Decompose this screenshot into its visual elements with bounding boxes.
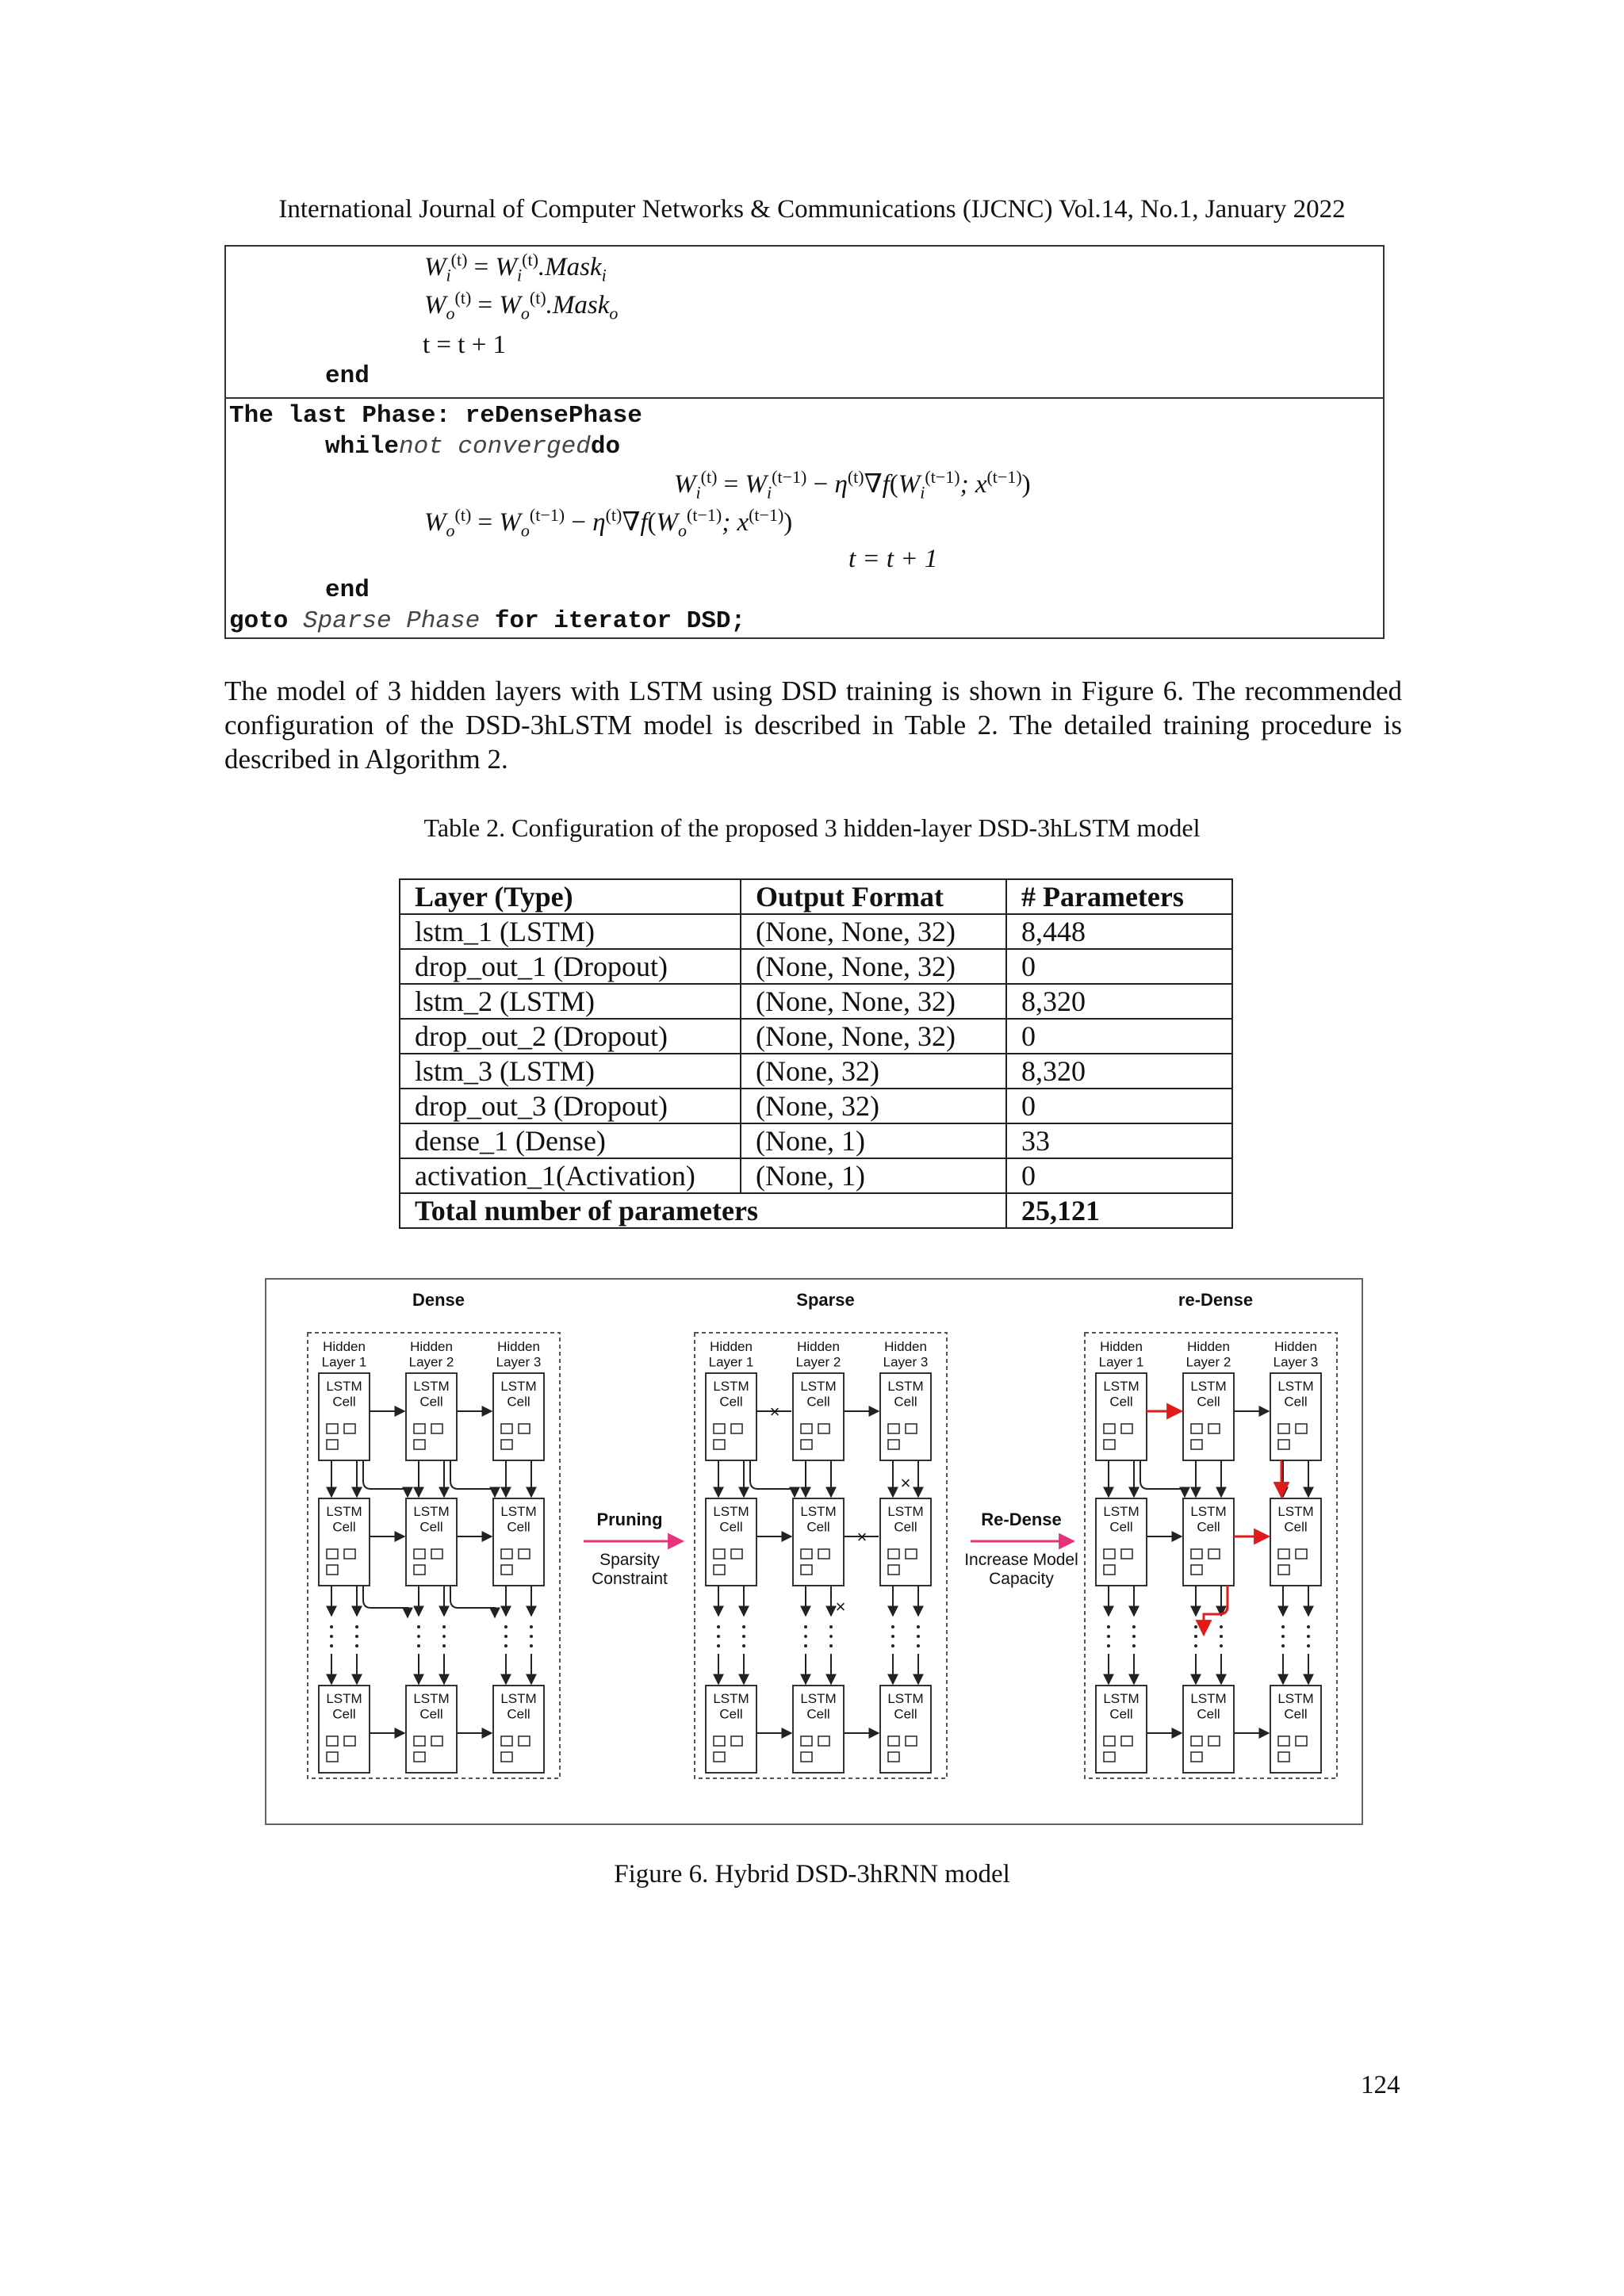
lstm-cell-label: Cell <box>419 1706 443 1722</box>
ellipsis-dot <box>1220 1635 1223 1638</box>
cell-layer: lstm_1 (LSTM) <box>400 914 741 949</box>
pruned-mark: × <box>835 1597 846 1617</box>
lstm-cell-label: Cell <box>894 1706 917 1722</box>
layer-label: Hidden <box>1274 1339 1317 1354</box>
lstm-cell-label: Cell <box>419 1394 443 1410</box>
lstm-cell-label: Cell <box>719 1706 743 1722</box>
ellipsis-dot <box>717 1644 720 1647</box>
table-row <box>400 1054 1232 1089</box>
lstm-cell-label: LSTM <box>1277 1379 1314 1394</box>
lstm-cell-label: LSTM <box>326 1504 362 1519</box>
lstm-cell-label: LSTM <box>413 1504 450 1519</box>
ellipsis-dot <box>417 1635 420 1638</box>
lstm-cell-label: Cell <box>806 1706 830 1722</box>
layer-label: Hidden <box>1187 1339 1230 1354</box>
lstm-cell-label: Cell <box>332 1706 356 1722</box>
lstm-cell-label: LSTM <box>713 1691 749 1706</box>
cell-layer: lstm_2 (LSTM) <box>400 984 741 1019</box>
figure-6 <box>265 1278 1363 1825</box>
lstm-cell-label: LSTM <box>800 1379 837 1394</box>
ellipsis-dot <box>717 1635 720 1638</box>
lstm-cell-label: Cell <box>1284 1394 1308 1410</box>
layer-label: Layer 1 <box>1098 1354 1144 1370</box>
ellipsis-dot <box>1281 1635 1285 1638</box>
cell-params: 8,448 <box>1006 914 1232 949</box>
lstm-cell-label: LSTM <box>1277 1691 1314 1706</box>
ellipsis-dot <box>1281 1644 1285 1647</box>
ellipsis-dot <box>1194 1625 1197 1628</box>
lstm-cell-label: LSTM <box>1103 1504 1139 1519</box>
restored-arrow <box>1204 1586 1228 1635</box>
lstm-cell-label: LSTM <box>1277 1504 1314 1519</box>
lstm-cell-label: LSTM <box>500 1504 537 1519</box>
layer-label: Layer 3 <box>496 1354 542 1370</box>
panel-title-2: re-Dense <box>1178 1290 1254 1310</box>
lstm-cell-label: LSTM <box>713 1504 749 1519</box>
lstm-cell-label: LSTM <box>1190 1379 1227 1394</box>
layer-label: Hidden <box>323 1339 366 1354</box>
lstm-cell-label: Cell <box>719 1394 743 1410</box>
ellipsis-dot <box>442 1635 446 1638</box>
ellipsis-dot <box>355 1625 358 1628</box>
cell-params: 8,320 <box>1006 984 1232 1019</box>
layer-label: Layer 2 <box>408 1354 454 1370</box>
lstm-cell-label: Cell <box>1197 1706 1220 1722</box>
algorithm-box <box>224 245 1385 639</box>
lstm-cell-label: Cell <box>507 1394 530 1410</box>
cell-output: (None, None, 32) <box>741 984 1006 1019</box>
table-header-row <box>400 879 1232 914</box>
layer-label: Hidden <box>710 1339 753 1354</box>
body-paragraph: The model of 3 hidden layers with LSTM using DSD training is shown in Figure 6. The recommended configuration of the DSD-3hLSTM model is described in Table 2. The detailed training procedure is described in Algorithm 2. <box>224 675 1402 775</box>
cross-arrow <box>363 1586 408 1617</box>
cross-arrow <box>450 1460 495 1497</box>
lstm-cell-label: LSTM <box>413 1379 450 1394</box>
ellipsis-dot <box>1132 1644 1136 1647</box>
ellipsis-dot <box>742 1635 745 1638</box>
lstm-cell-label: Cell <box>1284 1519 1308 1535</box>
cell-output: (None, None, 32) <box>741 949 1006 984</box>
layer-label: Hidden <box>1100 1339 1143 1354</box>
ellipsis-dot <box>804 1635 807 1638</box>
ellipsis-dot <box>355 1635 358 1638</box>
table-row <box>400 1089 1232 1123</box>
lstm-cell-label: LSTM <box>1190 1504 1227 1519</box>
ellipsis-dot <box>917 1625 920 1628</box>
ellipsis-dot <box>917 1644 920 1647</box>
header-params: # Parameters <box>1006 879 1232 914</box>
header-layer: Layer (Type) <box>400 879 741 914</box>
cell-output: (None, 32) <box>741 1089 1006 1123</box>
cell-params: 0 <box>1006 1158 1232 1193</box>
ellipsis-dot <box>1307 1644 1310 1647</box>
layer-label: Layer 1 <box>708 1354 754 1370</box>
pruning-subtitle: Constraint <box>592 1570 668 1589</box>
layer-label: Layer 2 <box>795 1354 841 1370</box>
ellipsis-dot <box>1107 1625 1110 1628</box>
ellipsis-dot <box>1307 1635 1310 1638</box>
table-caption: Table 2. Configuration of the proposed 3 hidden-layer DSD-3hLSTM model <box>423 813 1201 842</box>
table-total-row <box>400 1193 1232 1228</box>
lstm-cell-label: LSTM <box>1103 1379 1139 1394</box>
ellipsis-dot <box>504 1635 508 1638</box>
cell-layer: drop_out_1 (Dropout) <box>400 949 741 984</box>
ellipsis-dot <box>442 1644 446 1647</box>
pruned-mark: × <box>769 1402 780 1422</box>
lstm-cell-label: Cell <box>894 1394 917 1410</box>
lstm-cell-label: Cell <box>1197 1394 1220 1410</box>
table-row <box>400 984 1232 1019</box>
header-output: Output Format <box>741 879 1006 914</box>
redense-title: Re-Dense <box>981 1510 1062 1529</box>
layer-label: Hidden <box>410 1339 453 1354</box>
lstm-cell-label: Cell <box>419 1519 443 1535</box>
lstm-cell-label: Cell <box>719 1519 743 1535</box>
panel-title-1: Sparse <box>796 1290 855 1310</box>
ellipsis-dot <box>1281 1625 1285 1628</box>
layer-label: Layer 2 <box>1185 1354 1231 1370</box>
cell-params: 0 <box>1006 1089 1232 1123</box>
ellipsis-dot <box>891 1625 894 1628</box>
cell-params: 0 <box>1006 949 1232 984</box>
cell-output: (None, 1) <box>741 1123 1006 1158</box>
lstm-cell-label: Cell <box>806 1519 830 1535</box>
ellipsis-dot <box>1220 1625 1223 1628</box>
figure-caption: Figure 6. Hybrid DSD-3hRNN model <box>614 1860 1010 1888</box>
pruning-subtitle: Sparsity <box>599 1551 660 1569</box>
layer-label: Layer 3 <box>1273 1354 1319 1370</box>
layer-label: Hidden <box>884 1339 927 1354</box>
ellipsis-dot <box>1107 1635 1110 1638</box>
wo-mask-equation: $W_o^{(t)}$ = $W_o^{(t)}.Mask_o$ <box>424 288 619 323</box>
cross-arrow <box>363 1460 408 1497</box>
ellipsis-dot <box>530 1644 533 1647</box>
dsd-diagram <box>266 1280 1362 1823</box>
end-keyword-2: end <box>325 576 370 604</box>
cell-layer: drop_out_2 (Dropout) <box>400 1019 741 1054</box>
lstm-cell-label: LSTM <box>500 1691 537 1706</box>
cell-layer: dense_1 (Dense) <box>400 1123 741 1158</box>
table-row <box>400 949 1232 984</box>
ellipsis-dot <box>829 1635 833 1638</box>
while-line: whilenot convergeddo <box>325 433 621 461</box>
ellipsis-dot <box>330 1635 333 1638</box>
ellipsis-dot <box>917 1635 920 1638</box>
table-row <box>400 1123 1232 1158</box>
wi-mask-equation: $W_i^{(t)}$ = $W_i^{(t)}.Mask_i$ <box>424 250 607 285</box>
redense-subtitle: Increase Model <box>964 1551 1078 1569</box>
total-label: Total number of parameters <box>400 1193 1006 1228</box>
cross-arrow <box>750 1460 795 1497</box>
lstm-cell-label: LSTM <box>1103 1691 1139 1706</box>
ellipsis-dot <box>1132 1625 1136 1628</box>
ellipsis-dot <box>417 1644 420 1647</box>
lstm-cell-label: LSTM <box>413 1691 450 1706</box>
cell-params: 33 <box>1006 1123 1232 1158</box>
lstm-cell-label: Cell <box>1109 1519 1133 1535</box>
layer-label: Layer 3 <box>883 1354 929 1370</box>
ellipsis-dot <box>829 1644 833 1647</box>
lstm-cell-label: Cell <box>806 1394 830 1410</box>
lstm-cell-label: LSTM <box>326 1379 362 1394</box>
ellipsis-dot <box>1220 1644 1223 1647</box>
ellipsis-dot <box>1307 1625 1310 1628</box>
layer-label: Hidden <box>497 1339 540 1354</box>
page-number: 124 <box>1361 2071 1400 2099</box>
cell-output: (None, None, 32) <box>741 1019 1006 1054</box>
total-value: 25,121 <box>1006 1193 1232 1228</box>
panel-title-0: Dense <box>412 1290 465 1310</box>
lstm-cell-label: Cell <box>332 1394 356 1410</box>
pruning-title: Pruning <box>596 1510 663 1529</box>
ellipsis-dot <box>330 1644 333 1647</box>
cell-layer: drop_out_3 (Dropout) <box>400 1089 741 1123</box>
lstm-cell-label: LSTM <box>1190 1691 1227 1706</box>
ellipsis-dot <box>804 1625 807 1628</box>
cross-arrow <box>450 1586 495 1617</box>
algorithm-divider <box>226 397 1383 399</box>
ellipsis-dot <box>355 1644 358 1647</box>
lstm-cell-label: LSTM <box>800 1504 837 1519</box>
ellipsis-dot <box>717 1625 720 1628</box>
ellipsis-dot <box>530 1635 533 1638</box>
running-header: International Journal of Computer Networks & Communications (IJCNC) Vol.14, No.1, January 2022 <box>278 195 1346 224</box>
wo-update-equation: $W_o^{(t)} = W_o^{(t-1)} - \eta^{(t)}\nabla f(W_o^{(t-1)}$; $x^{(t-1)}$) <box>424 505 793 541</box>
redense-subtitle: Capacity <box>989 1570 1054 1589</box>
cell-params: 0 <box>1006 1019 1232 1054</box>
ellipsis-dot <box>504 1644 508 1647</box>
config-table <box>399 878 1233 1229</box>
phase-title: The last Phase: reDensePhase <box>229 402 642 430</box>
lstm-cell-label: LSTM <box>887 1691 924 1706</box>
lstm-cell-label: LSTM <box>800 1691 837 1706</box>
lstm-cell-label: LSTM <box>326 1691 362 1706</box>
wi-update-equation: $W_i^{(t)} = W_i^{(t-1)} - \eta^{(t)}\nabla f(W_i^{(t-1)}$; $x^{(t-1)}$) <box>674 467 1031 503</box>
lstm-cell-label: Cell <box>1109 1394 1133 1410</box>
ellipsis-dot <box>330 1625 333 1628</box>
pruned-mark: × <box>900 1473 911 1493</box>
ellipsis-dot <box>804 1644 807 1647</box>
cell-layer: activation_1(Activation) <box>400 1158 741 1193</box>
ellipsis-dot <box>742 1625 745 1628</box>
ellipsis-dot <box>1107 1644 1110 1647</box>
ellipsis-dot <box>891 1644 894 1647</box>
cross-arrow <box>1140 1460 1185 1497</box>
table-row <box>400 1158 1232 1193</box>
cell-output: (None, 1) <box>741 1158 1006 1193</box>
ellipsis-dot <box>1132 1635 1136 1638</box>
cell-params: 8,320 <box>1006 1054 1232 1089</box>
lstm-cell-label: Cell <box>1109 1706 1133 1722</box>
lstm-cell-label: LSTM <box>887 1504 924 1519</box>
cell-output: (None, None, 32) <box>741 914 1006 949</box>
table-row <box>400 1019 1232 1054</box>
ellipsis-dot <box>742 1644 745 1647</box>
ellipsis-dot <box>829 1625 833 1628</box>
ellipsis-dot <box>891 1635 894 1638</box>
t-increment-1: t = t + 1 <box>423 331 507 359</box>
ellipsis-dot <box>1194 1644 1197 1647</box>
ellipsis-dot <box>417 1625 420 1628</box>
ellipsis-dot <box>1194 1635 1197 1638</box>
lstm-cell-label: Cell <box>507 1706 530 1722</box>
lstm-cell-label: LSTM <box>500 1379 537 1394</box>
lstm-cell-label: Cell <box>1284 1706 1308 1722</box>
goto-line: goto Sparse Phase for iterator DSD; <box>229 607 746 635</box>
lstm-cell-label: Cell <box>332 1519 356 1535</box>
cell-layer: lstm_3 (LSTM) <box>400 1054 741 1089</box>
ellipsis-dot <box>530 1625 533 1628</box>
pruned-mark: × <box>856 1527 868 1547</box>
ellipsis-dot <box>504 1625 508 1628</box>
cell-output: (None, 32) <box>741 1054 1006 1089</box>
layer-label: Layer 1 <box>321 1354 367 1370</box>
lstm-cell-label: Cell <box>894 1519 917 1535</box>
t-increment-2: t = t + 1 <box>848 545 938 573</box>
end-keyword-1: end <box>325 362 370 390</box>
lstm-cell-label: Cell <box>507 1519 530 1535</box>
ellipsis-dot <box>442 1625 446 1628</box>
lstm-cell-label: LSTM <box>713 1379 749 1394</box>
layer-label: Hidden <box>797 1339 840 1354</box>
table-row <box>400 914 1232 949</box>
lstm-cell-label: LSTM <box>887 1379 924 1394</box>
lstm-cell-label: Cell <box>1197 1519 1220 1535</box>
